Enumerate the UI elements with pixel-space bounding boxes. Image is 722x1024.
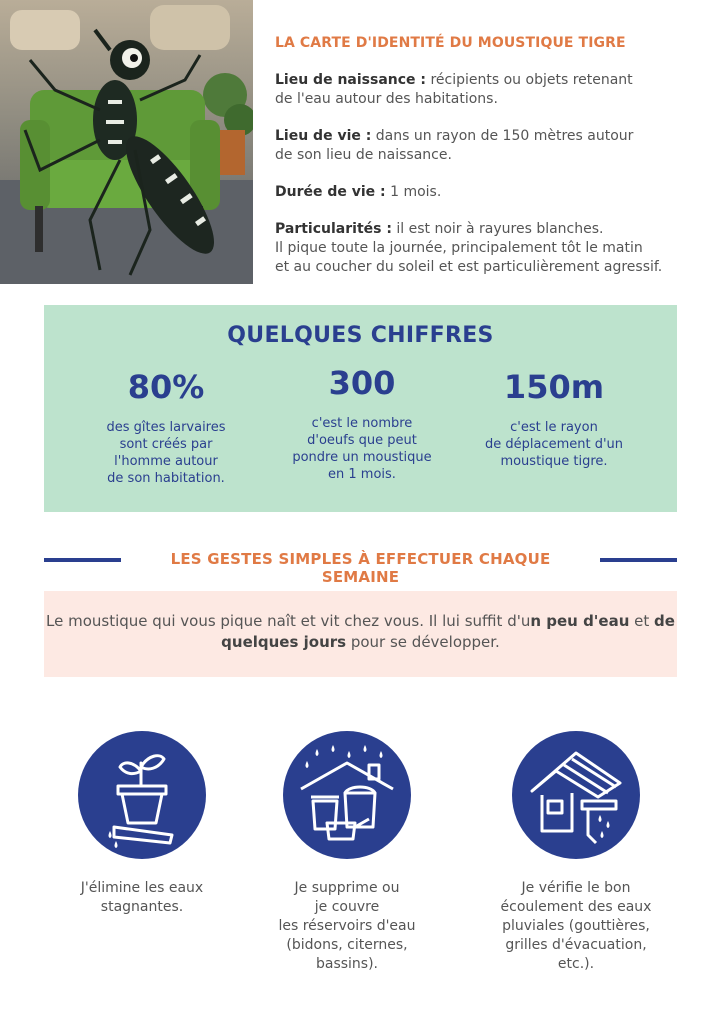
stat-value: 150m <box>503 368 605 406</box>
stat-value: 80% <box>127 368 205 406</box>
title-divider-right <box>600 558 677 562</box>
figures-title: QUELQUES CHIFFRES <box>227 323 494 348</box>
action-label: J'élimine les eaux stagnantes. <box>80 880 204 915</box>
stat-larval-sites <box>66 367 266 487</box>
action-check-gutters <box>486 731 666 974</box>
stat-description: des gîtes larvaires sont créés par l'homme autour de son habitation. <box>106 420 226 486</box>
plant-pot-icon <box>78 731 206 859</box>
stat-value: 300 <box>328 364 396 402</box>
gestures-title: LES GESTES SIMPLES À EFFECTUER CHAQUE SEMAINE <box>170 550 551 586</box>
action-label: Je vérifie le bon écoulement des eaux pluviales (gouttières, grilles d'évacuation, etc.). <box>500 880 652 972</box>
house-gutter-icon <box>512 731 640 859</box>
key-figures-panel <box>44 305 677 512</box>
hero-image <box>0 0 253 284</box>
identity-title: LA CARTE D'IDENTITÉ DU MOUSTIQUE TIGRE <box>275 35 626 51</box>
identity-particularities: Particularités : il est noir à rayures blanches. Il pique toute la journée, principalement tôt le matin et au coucher du soleil et est particulièrement agressif. <box>275 221 663 275</box>
action-cover-reservoirs <box>257 731 437 974</box>
action-remove-stagnant-water <box>52 731 232 917</box>
water-containers-icon <box>283 731 411 859</box>
stat-eggs <box>262 363 462 483</box>
gestures-section-title <box>44 548 677 586</box>
identity-habitat: Lieu de vie : dans un rayon de 150 mètres autour de son lieu de naissance. <box>275 128 634 163</box>
gestures-intro: Le moustique qui vous pique naît et vit chez vous. Il lui suffit d'un peu d'eau et de quelques jours pour se développer. <box>44 591 677 677</box>
stat-radius <box>454 367 654 470</box>
identity-birthplace: Lieu de naissance : récipients ou objets retenant de l'eau autour des habitations. <box>275 72 633 107</box>
action-label: Je supprime ou je couvre les réservoirs d'eau (bidons, citernes, bassins). <box>278 880 416 972</box>
stat-description: c'est le rayon de déplacement d'un moustique tigre. <box>484 420 624 469</box>
stat-description: c'est le nombre d'oeufs que peut pondre un moustique en 1 mois. <box>292 416 432 482</box>
identity-card <box>275 34 715 295</box>
title-divider-left <box>44 558 121 562</box>
tiger-mosquito-illustration <box>0 0 253 284</box>
identity-lifespan: Durée de vie : 1 mois. <box>275 184 442 200</box>
